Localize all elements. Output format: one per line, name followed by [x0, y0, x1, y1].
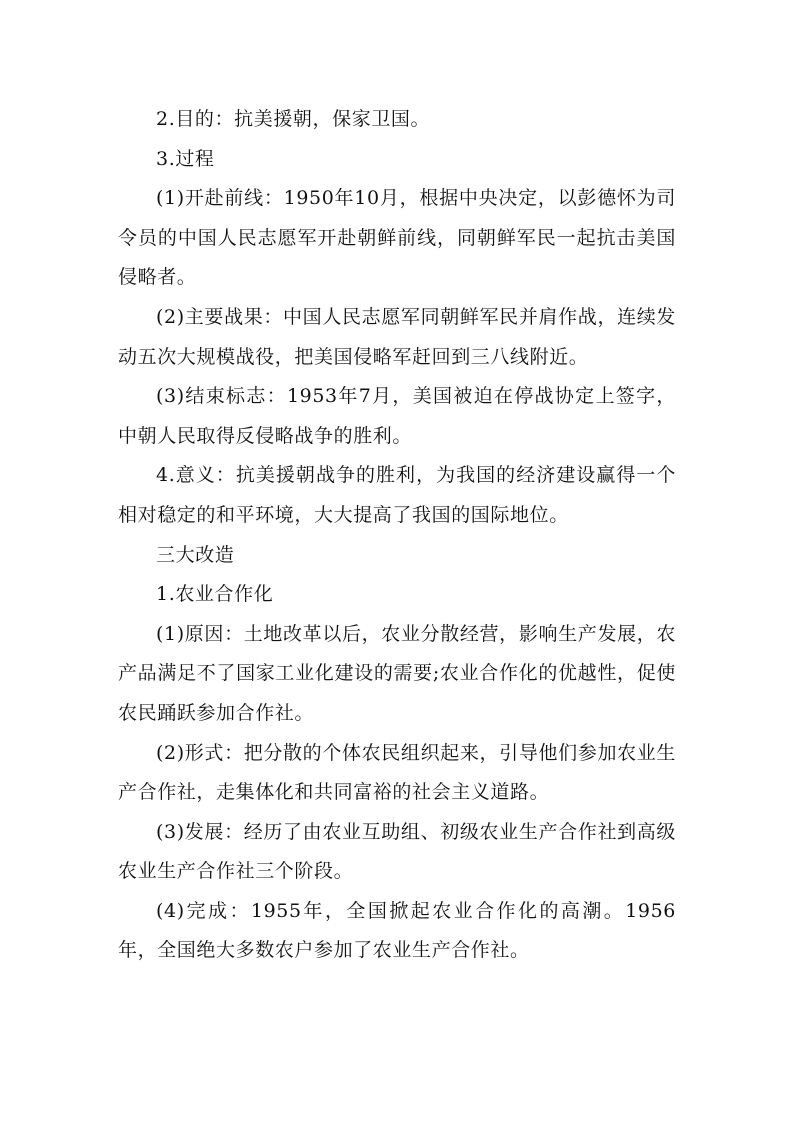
heading-three-transformations: 三大改造: [156, 543, 235, 566]
paragraph-development: (3)发展：经历了由农业互助组、初级农业生产合作社到高级农业生产合作社三个阶段。: [118, 820, 676, 883]
paragraph-advance-to-front: (1)开赴前线：1950年10月，根据中央决定，以彭德怀为司令员的中国人民志愿军开赴朝鲜前线，同朝鲜军民一起抗击美国侵略者。: [118, 187, 676, 289]
paragraph-purpose: 2.目的：抗美援朝，保家卫国。: [156, 108, 431, 130]
heading-process: 3.过程: [156, 147, 215, 170]
paragraph-reason: (1)原因：土地改革以后，农业分散经营，影响生产发展，农产品满足不了国家工业化建设的需要;农业合作化的优越性，促使农民踊跃参加合作社。: [118, 622, 676, 724]
paragraph-completion: (4)完成：1955年，全国掀起农业合作化的高潮。1956年，全国绝大多数农户参加了农业生产合作社。: [118, 899, 676, 962]
paragraph-end-marker: (3)结束标志：1953年7月，美国被迫在停战协定上签字，中朝人民取得反侵略战争的胜利。: [118, 385, 676, 447]
paragraph-main-results: (2)主要战果：中国人民志愿军同朝鲜军民并肩作战，连续发动五次大规模战役，把美国侵略军赶回到三八线附近。: [118, 305, 676, 368]
paragraph-significance: 4.意义：抗美援朝战争的胜利，为我国的经济建设赢得一个相对稳定的和平环境，大大提高了我国的国际地位。: [118, 464, 676, 526]
paragraph-form: (2)形式：把分散的个体农民组织起来，引导他们参加农业生产合作社，走集体化和共同富裕的社会主义道路。: [118, 741, 676, 804]
document-body: [118, 100, 676, 971]
heading-agricultural-cooperation: 1.农业合作化: [156, 583, 274, 606]
